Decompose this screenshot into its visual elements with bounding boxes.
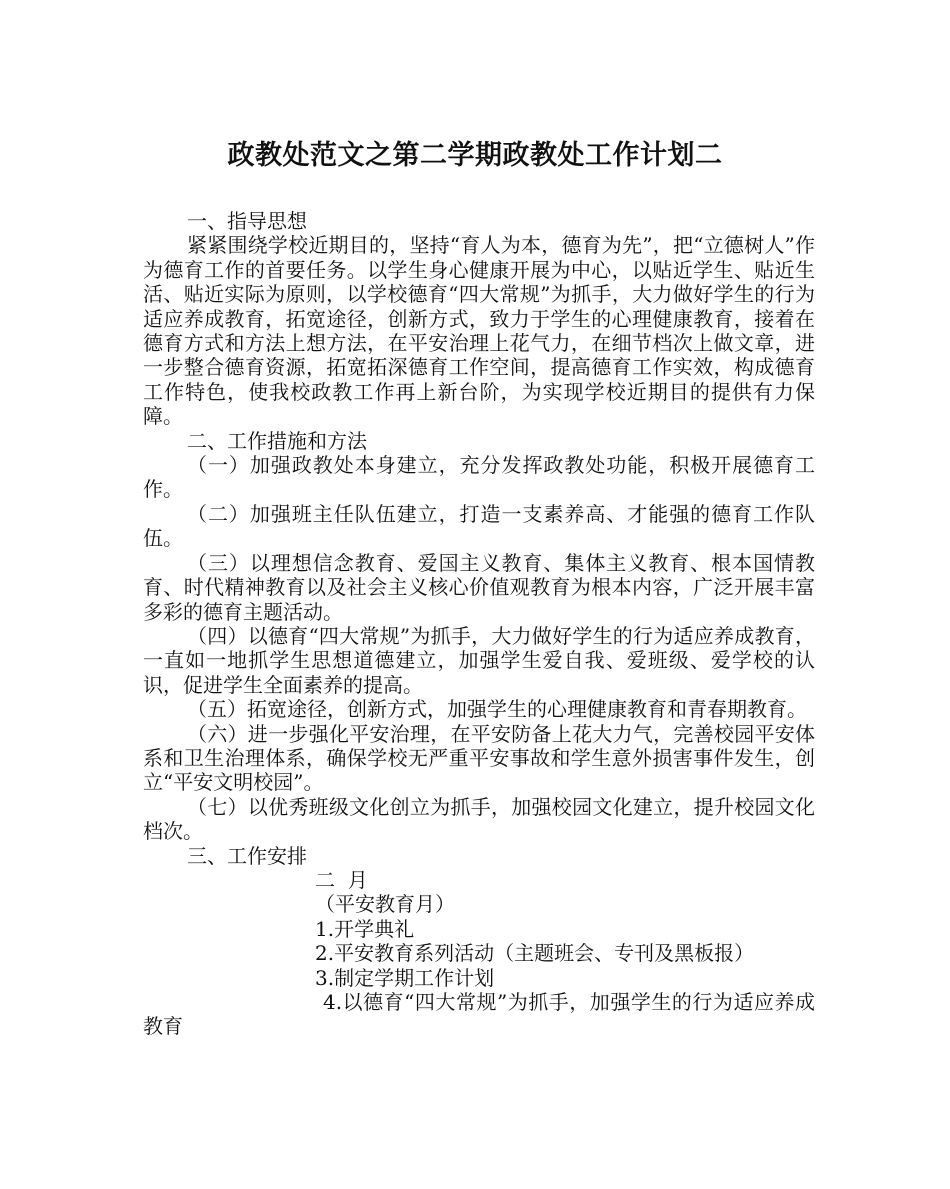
section-heading-schedule: 三、工作安排 xyxy=(187,843,307,868)
measure-item-6: （六）进一步强化平安治理，在平安防备上花大力气，完善校园平安体系和卫生治理体系，确保学校无严重平安事故和学生意外损害事件发生，创立“平安文明校园”。 xyxy=(143,721,815,795)
measure-item-2: （二）加强班主任队伍建立，打造一支素养高、才能强的德育工作队伍。 xyxy=(143,501,815,551)
section-heading-guiding-ideology: 一、指导思想 xyxy=(187,209,307,233)
document-body xyxy=(143,209,815,1039)
measure-item-7: （七）以优秀班级文化创立为抓手，加强校园文化建立，提升校园文化档次。 xyxy=(143,794,815,844)
schedule-month: 二 月 xyxy=(315,867,368,892)
guiding-ideology-paragraph: 紧紧围绕学校近期目的，坚持“育人为本，德育为先”，把“立德树人”作为德育工作的首要任务。以学生身心健康开展为中心，以贴近学生、贴近生活、贴近实际为原则，以学校德育“四大常规”为抓手，大力做好学生的行为适应养成教育，拓宽途径，创新方式，致力于学生的心理健康教育，接着在德育方式和方法上想方法，在平安治理上花气力，在细节档次上做文章，进一步整合德育资源，拓宽拓深德育工作空间，提高德育工作实效，构成德育工作特色，使我校政教工作再上新台阶，为实现学校近期目的提供有力保障。 xyxy=(143,233,815,429)
measure-item-1: （一）加强政教处本身建立，充分发挥政教处功能，积极开展德育工作。 xyxy=(143,453,815,502)
document-title: 政教处范文之第二学期政教处工作计划二 xyxy=(227,140,723,171)
section-heading-measures: 二、工作措施和方法 xyxy=(187,428,367,453)
schedule-theme: （平安教育月） xyxy=(315,892,455,917)
measure-item-5: （五）拓宽途径，创新方式，加强学生的心理健康教育和青春期教育。 xyxy=(187,697,807,722)
schedule-item-4: 4.以德育“四大常规”为抓手，加强学生的行为适应养成教育 xyxy=(143,990,815,1039)
measure-item-3: （三）以理想信念教育、爱国主义教育、集体主义教育、根本国情教育、时代精神教育以及社会主义核心价值观教育为根本内容，广泛开展丰富多彩的德育主题活动。 xyxy=(143,550,815,624)
schedule-item-1: 1.开学典礼 xyxy=(315,916,415,941)
measure-item-4: （四）以德育“四大常规”为抓手，大力做好学生的行为适应养成教育，一直如一地抓学生思想道德建立，加强学生爱自我、爱班级、爱学校的认识，促进学生全面素养的提高。 xyxy=(143,623,815,697)
schedule-item-2: 2.平安教育系列活动（主题班会、专刊及黑板报） xyxy=(315,941,755,966)
schedule-item-3: 3.制定学期工作计划 xyxy=(315,965,495,990)
